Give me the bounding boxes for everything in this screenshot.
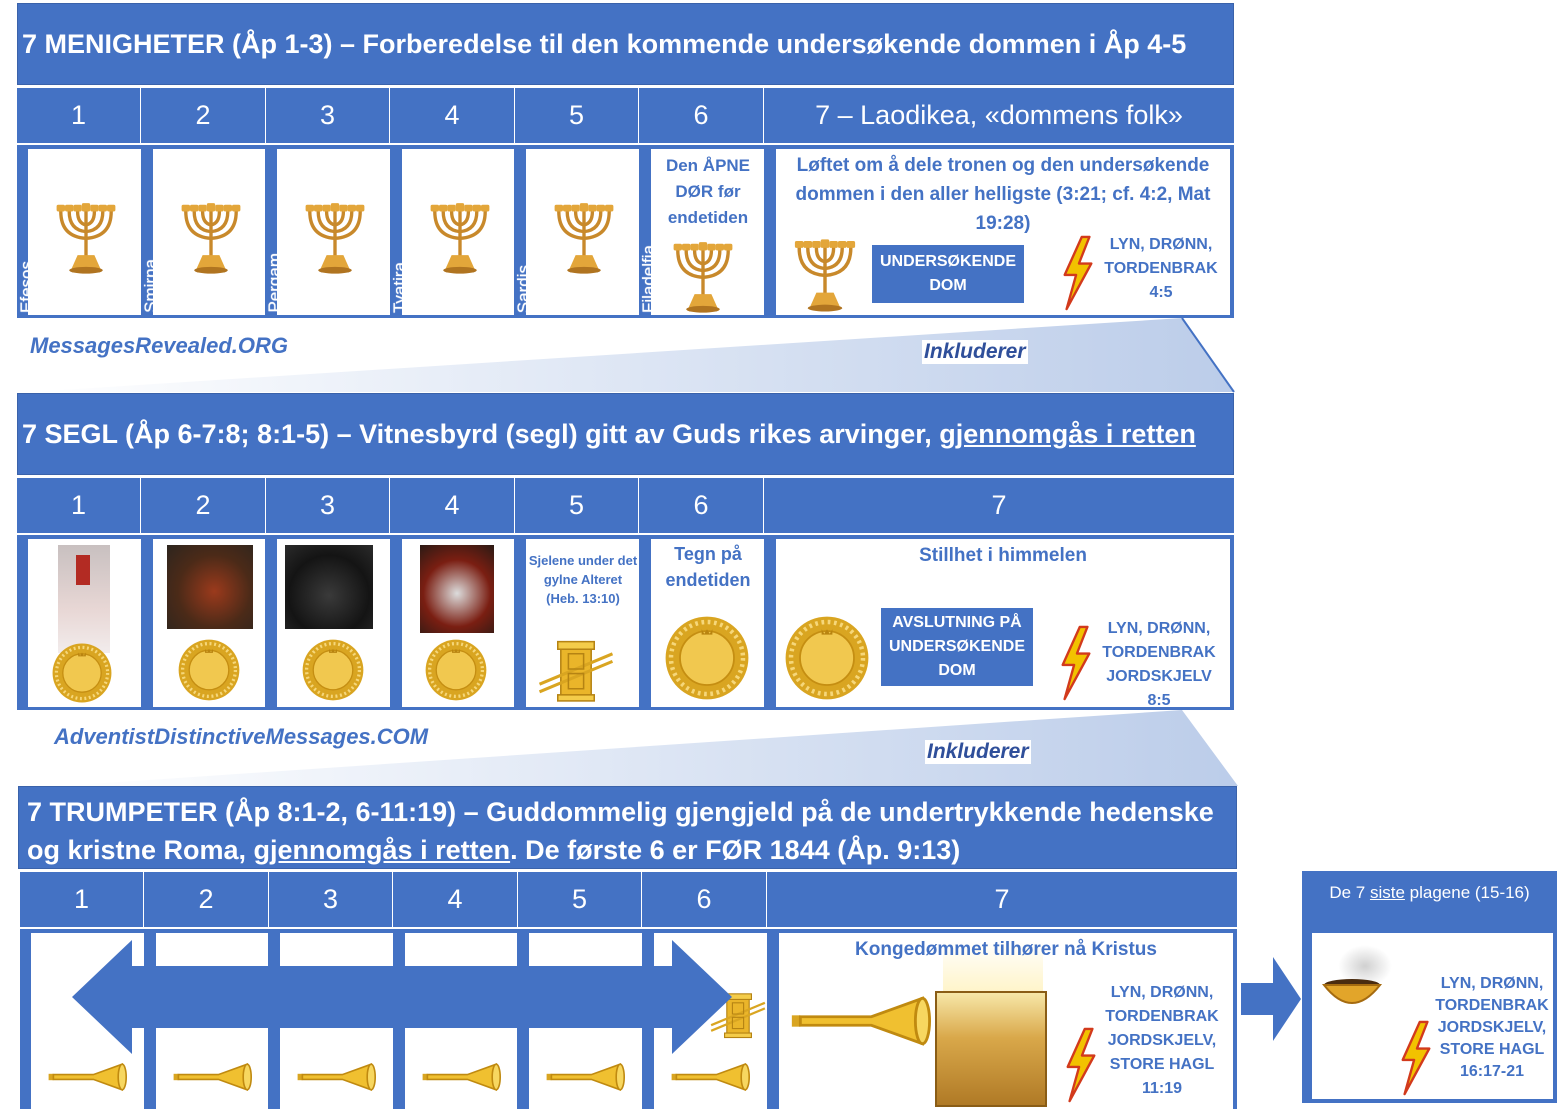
- throne-text: Løftet om å dele tronen og den undersøkende dommen i den aller helligste (3:21; cf. 4:2, Mat 19:28): [795, 155, 1211, 234]
- messages-revealed-link[interactable]: MessagesRevealed.ORG: [30, 333, 289, 358]
- menorah-icon: [418, 189, 502, 281]
- menorah-icon: [780, 229, 870, 315]
- church-number: 6: [639, 88, 764, 143]
- trumpet-number: 7: [994, 884, 1010, 914]
- gold-seal-icon: [661, 613, 753, 703]
- includes-label: Inkluderer: [924, 340, 1026, 363]
- church-number: 1: [17, 88, 141, 143]
- bowl-icon: [1322, 979, 1382, 1013]
- church-card: [153, 149, 265, 315]
- church-number: 2: [141, 88, 266, 143]
- seal-number: 6: [639, 478, 764, 533]
- souls-text: Sjelene under det gylne Alteret (Heb. 13:10): [528, 553, 638, 606]
- seal-number: 1: [17, 478, 141, 533]
- trumpet-number: 5: [518, 872, 642, 927]
- pale-horse-image: [420, 545, 494, 633]
- includes-label: Inkluderer: [927, 740, 1029, 763]
- trumpets-title-bar: [18, 786, 1237, 869]
- black-horse-image: [285, 545, 373, 629]
- trumpets-number-row: [20, 872, 1237, 927]
- seal-card: [277, 539, 390, 707]
- lightning-bolt-icon: [1062, 1025, 1100, 1105]
- gold-seal-icon: [299, 637, 367, 703]
- kingdom-text: Kongedømmet tilhører nå Kristus: [855, 939, 1157, 960]
- church-name: Pergam: [265, 253, 284, 313]
- trumpet-number: 4: [393, 872, 518, 927]
- trumpet-number: 3: [269, 872, 393, 927]
- seal-number: 4: [390, 478, 515, 533]
- lightning-text: LYN, DRØNN, TORDENBRAK JORDSKJELV 8:5: [1102, 620, 1216, 709]
- double-arrow-icon: [70, 938, 734, 1056]
- trumpet-number: 2: [144, 872, 269, 927]
- church-name: Smirna: [141, 259, 160, 313]
- trumpet-icon: [172, 1061, 252, 1093]
- ark-of-covenant-image: [935, 991, 1047, 1107]
- trumpet-icon: [47, 1061, 127, 1093]
- seals-number-row: [17, 478, 1234, 533]
- church-card: [28, 149, 141, 315]
- trumpets-title-part: . De første 6 er FØR 1844 (Åp. 9:13): [510, 835, 961, 865]
- seal-card: [402, 539, 514, 707]
- church-name: Sardis: [514, 264, 533, 313]
- gold-seal-icon: [780, 613, 874, 703]
- lightning-bolt-icon: [1059, 233, 1097, 313]
- trumpet-icon: [545, 1061, 625, 1093]
- church-name: Efesos: [17, 261, 36, 313]
- plagues-title-part: De 7: [1329, 883, 1370, 902]
- judgment-box: UNDERSØKENDE DOM: [872, 245, 1024, 303]
- church-card-open-door: [651, 149, 764, 315]
- lightning-text: LYN, DRØNN, TORDENBRAK 4:5: [1104, 236, 1218, 301]
- seals-image-row: [17, 535, 1234, 710]
- laodicea-card: [776, 149, 1230, 315]
- church-card: [526, 149, 639, 315]
- churches-title: 7 MENIGHETER (Åp 1-3) – Forberedelse til den kommende undersøkende dommen i Åp 4-5: [22, 28, 1187, 59]
- churches-image-row: [17, 145, 1234, 318]
- seals-title-underlined: gjennomgås i retten: [939, 418, 1196, 449]
- plagues-panel: [1302, 871, 1557, 1103]
- seal-card-signs: [651, 539, 764, 707]
- lightning-text: LYN, DRØNN, TORDENBRAK JORDSKJELV, STORE HAGL 11:19: [1105, 984, 1219, 1097]
- trumpet-number: 6: [642, 872, 767, 927]
- open-door-text: Den ÅPNE DØR før endetiden: [665, 156, 751, 227]
- churches-title-bar: [17, 3, 1234, 85]
- church-number: 4: [390, 88, 515, 143]
- closing-judgment-box: AVSLUTNING PÅ UNDERSØKENDE DOM: [881, 608, 1033, 686]
- silence-text: Stillhet i himmelen: [919, 545, 1087, 566]
- lightning-text: LYN, DRØNN, TORDENBRAK JORDSKJELV, STORE HAGL 16:17-21: [1435, 975, 1549, 1080]
- golden-altar-icon: [528, 631, 624, 707]
- adventist-messages-link[interactable]: AdventistDistinctiveMessages.COM: [54, 724, 429, 749]
- plagues-card: [1312, 933, 1553, 1099]
- signs-text: Tegn på endetiden: [665, 544, 751, 590]
- trumpet-icon: [789, 991, 931, 1051]
- menorah-icon: [542, 189, 626, 281]
- trumpets-title-part: 7 TRUMPETER (Åp 8:1-2, 6-11:19) – Guddommelig gjengjeld på de undertrykkende hedenske og kristne Roma,: [27, 797, 1214, 865]
- trumpet-icon: [670, 1061, 750, 1093]
- gold-seal-icon: [422, 637, 490, 703]
- menorah-icon: [293, 189, 377, 281]
- seals-title-bar: [17, 393, 1234, 475]
- menorah-icon: [661, 229, 745, 319]
- right-arrow-icon: [1241, 955, 1303, 1043]
- trumpets-title-underlined: gjennomgås i retten: [253, 835, 511, 865]
- seals-title: [22, 419, 1196, 450]
- seal-number: 2: [141, 478, 266, 533]
- seals-title-part: 7 SEGL (Åp 6-7:8; 8:1-5) – Vitnesbyrd (segl) gitt av Guds rikes arvinger,: [22, 418, 940, 449]
- seal-card: [28, 539, 141, 707]
- lightning-bolt-icon: [1397, 1019, 1435, 1097]
- gold-seal-icon: [48, 641, 116, 705]
- churches-number-row: [17, 88, 1234, 143]
- lightning-bolt-icon: [1057, 623, 1095, 703]
- trumpet-icon: [296, 1061, 376, 1093]
- menorah-icon: [169, 189, 253, 281]
- red-horse-image: [167, 545, 253, 629]
- plagues-title: [1302, 883, 1557, 903]
- menorah-icon: [44, 189, 128, 281]
- seal-card-souls: [526, 539, 639, 707]
- trumpet-7-card: [779, 933, 1233, 1109]
- gold-seal-icon: [175, 637, 243, 703]
- seal-number: 7: [991, 490, 1007, 520]
- church-name: Filadelfia: [639, 244, 658, 313]
- trumpets-title: [27, 797, 1214, 865]
- plagues-title-underlined: siste: [1369, 883, 1405, 902]
- white-horse-image: [58, 545, 110, 653]
- seal-number: 3: [266, 478, 390, 533]
- church-number-7: 7 – Laodikea, «dommens folk»: [815, 100, 1183, 130]
- church-card: [402, 149, 514, 315]
- church-name: Tyatira: [390, 261, 409, 313]
- seal-card: [153, 539, 265, 707]
- trumpet-number: 1: [20, 872, 144, 927]
- church-number: 5: [515, 88, 639, 143]
- church-number: 3: [266, 88, 390, 143]
- church-card: [277, 149, 390, 315]
- trumpet-icon: [421, 1061, 501, 1093]
- seal-number: 5: [515, 478, 639, 533]
- plagues-title-part: plagene (15-16): [1404, 883, 1530, 902]
- seal-7-card: [776, 539, 1230, 707]
